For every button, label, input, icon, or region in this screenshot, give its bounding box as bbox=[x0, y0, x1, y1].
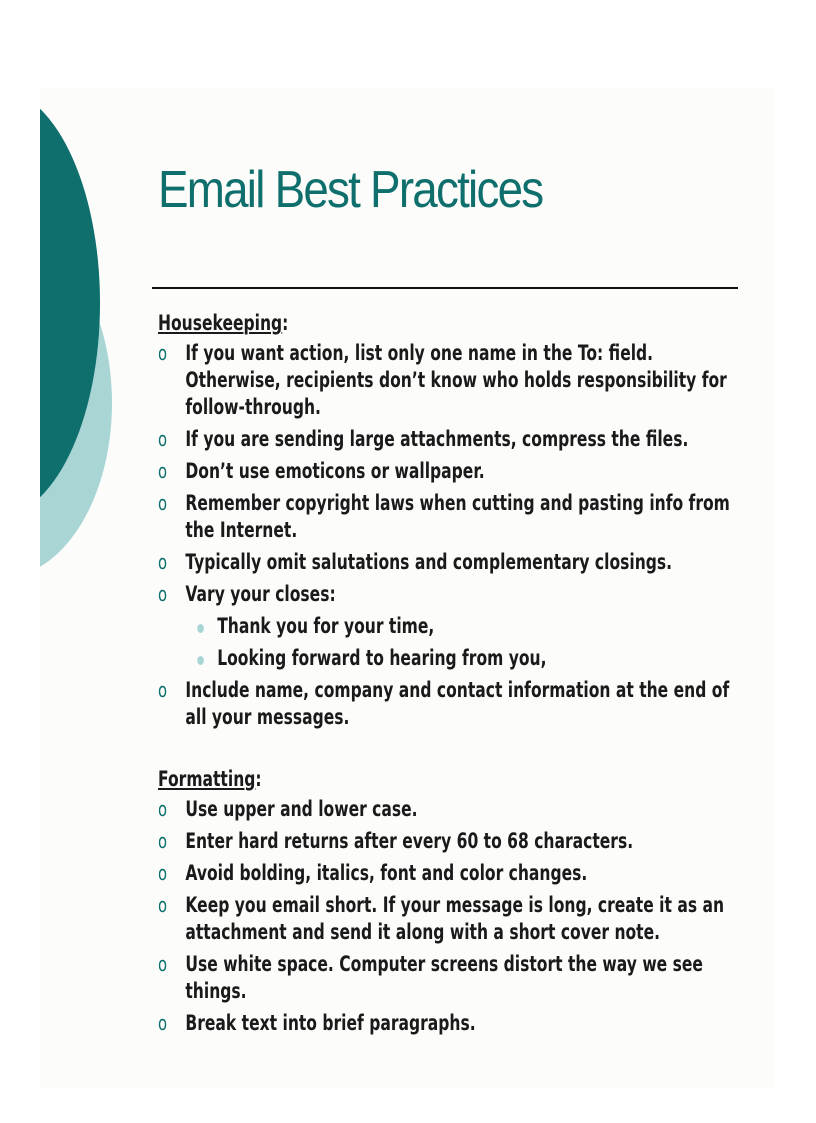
slide bbox=[40, 88, 775, 1088]
closings-sublist bbox=[185, 613, 733, 672]
circle-bullet-icon: o bbox=[158, 550, 168, 574]
list-item: o If you want action, list only one name in the To: field. Otherwise, recipients don’t know who holds responsibility for follow-through. bbox=[158, 341, 727, 419]
section-heading-formatting: Formatting: bbox=[158, 767, 262, 791]
circle-bullet-icon: o bbox=[158, 427, 168, 451]
circle-bullet-icon: o bbox=[158, 797, 168, 821]
sub-list-item: Looking forward to hearing from you, bbox=[185, 645, 733, 672]
circle-bullet-icon: o bbox=[158, 582, 168, 606]
list-item: o If you are sending large attachments, compress the files. bbox=[158, 427, 689, 451]
list-item: o Use white space. Computer screens distort the way we see things. bbox=[158, 952, 703, 1003]
page-title: Email Best Practices bbox=[158, 161, 543, 219]
list-item: o Vary your closes: Thank you for your time, Looking forward to hearing from you, bbox=[158, 581, 734, 672]
list-item: o Avoid bolding, italics, font and color changes. bbox=[158, 861, 588, 885]
circle-bullet-icon: o bbox=[158, 952, 168, 976]
list-item: o Typically omit salutations and complementary closings. bbox=[158, 550, 673, 574]
list-item: o Break text into brief paragraphs. bbox=[158, 1011, 476, 1035]
circle-bullet-icon: o bbox=[158, 459, 168, 483]
list-item: o Use upper and lower case. bbox=[158, 797, 418, 821]
circle-bullet-icon: o bbox=[158, 1011, 168, 1035]
circle-bullet-icon: o bbox=[158, 893, 168, 917]
circle-bullet-icon: o bbox=[158, 829, 168, 853]
formatting-list bbox=[158, 796, 734, 1037]
content-body bbox=[158, 310, 758, 1042]
circle-bullet-icon: o bbox=[158, 678, 168, 702]
list-item: o Keep you email short. If your message is long, create it as an attachment and send it along with a short cover note. bbox=[158, 893, 725, 944]
circle-bullet-icon: o bbox=[158, 491, 168, 515]
circle-bullet-icon: o bbox=[158, 341, 168, 365]
dot-bullet-icon bbox=[197, 656, 204, 665]
title-divider bbox=[152, 287, 738, 289]
list-item: o Include name, company and contact information at the end of all your messages. bbox=[158, 678, 730, 729]
dot-bullet-icon bbox=[197, 624, 204, 633]
sub-list-item: Thank you for your time, bbox=[185, 613, 733, 640]
housekeeping-list bbox=[158, 340, 734, 731]
section-heading-housekeeping: Housekeeping: bbox=[158, 311, 289, 335]
circle-bullet-icon: o bbox=[158, 861, 168, 885]
list-item: o Enter hard returns after every 60 to 68 characters. bbox=[158, 829, 634, 853]
list-item: o Remember copyright laws when cutting and pasting info from the Internet. bbox=[158, 491, 730, 542]
list-item: o Don’t use emoticons or wallpaper. bbox=[158, 459, 485, 483]
